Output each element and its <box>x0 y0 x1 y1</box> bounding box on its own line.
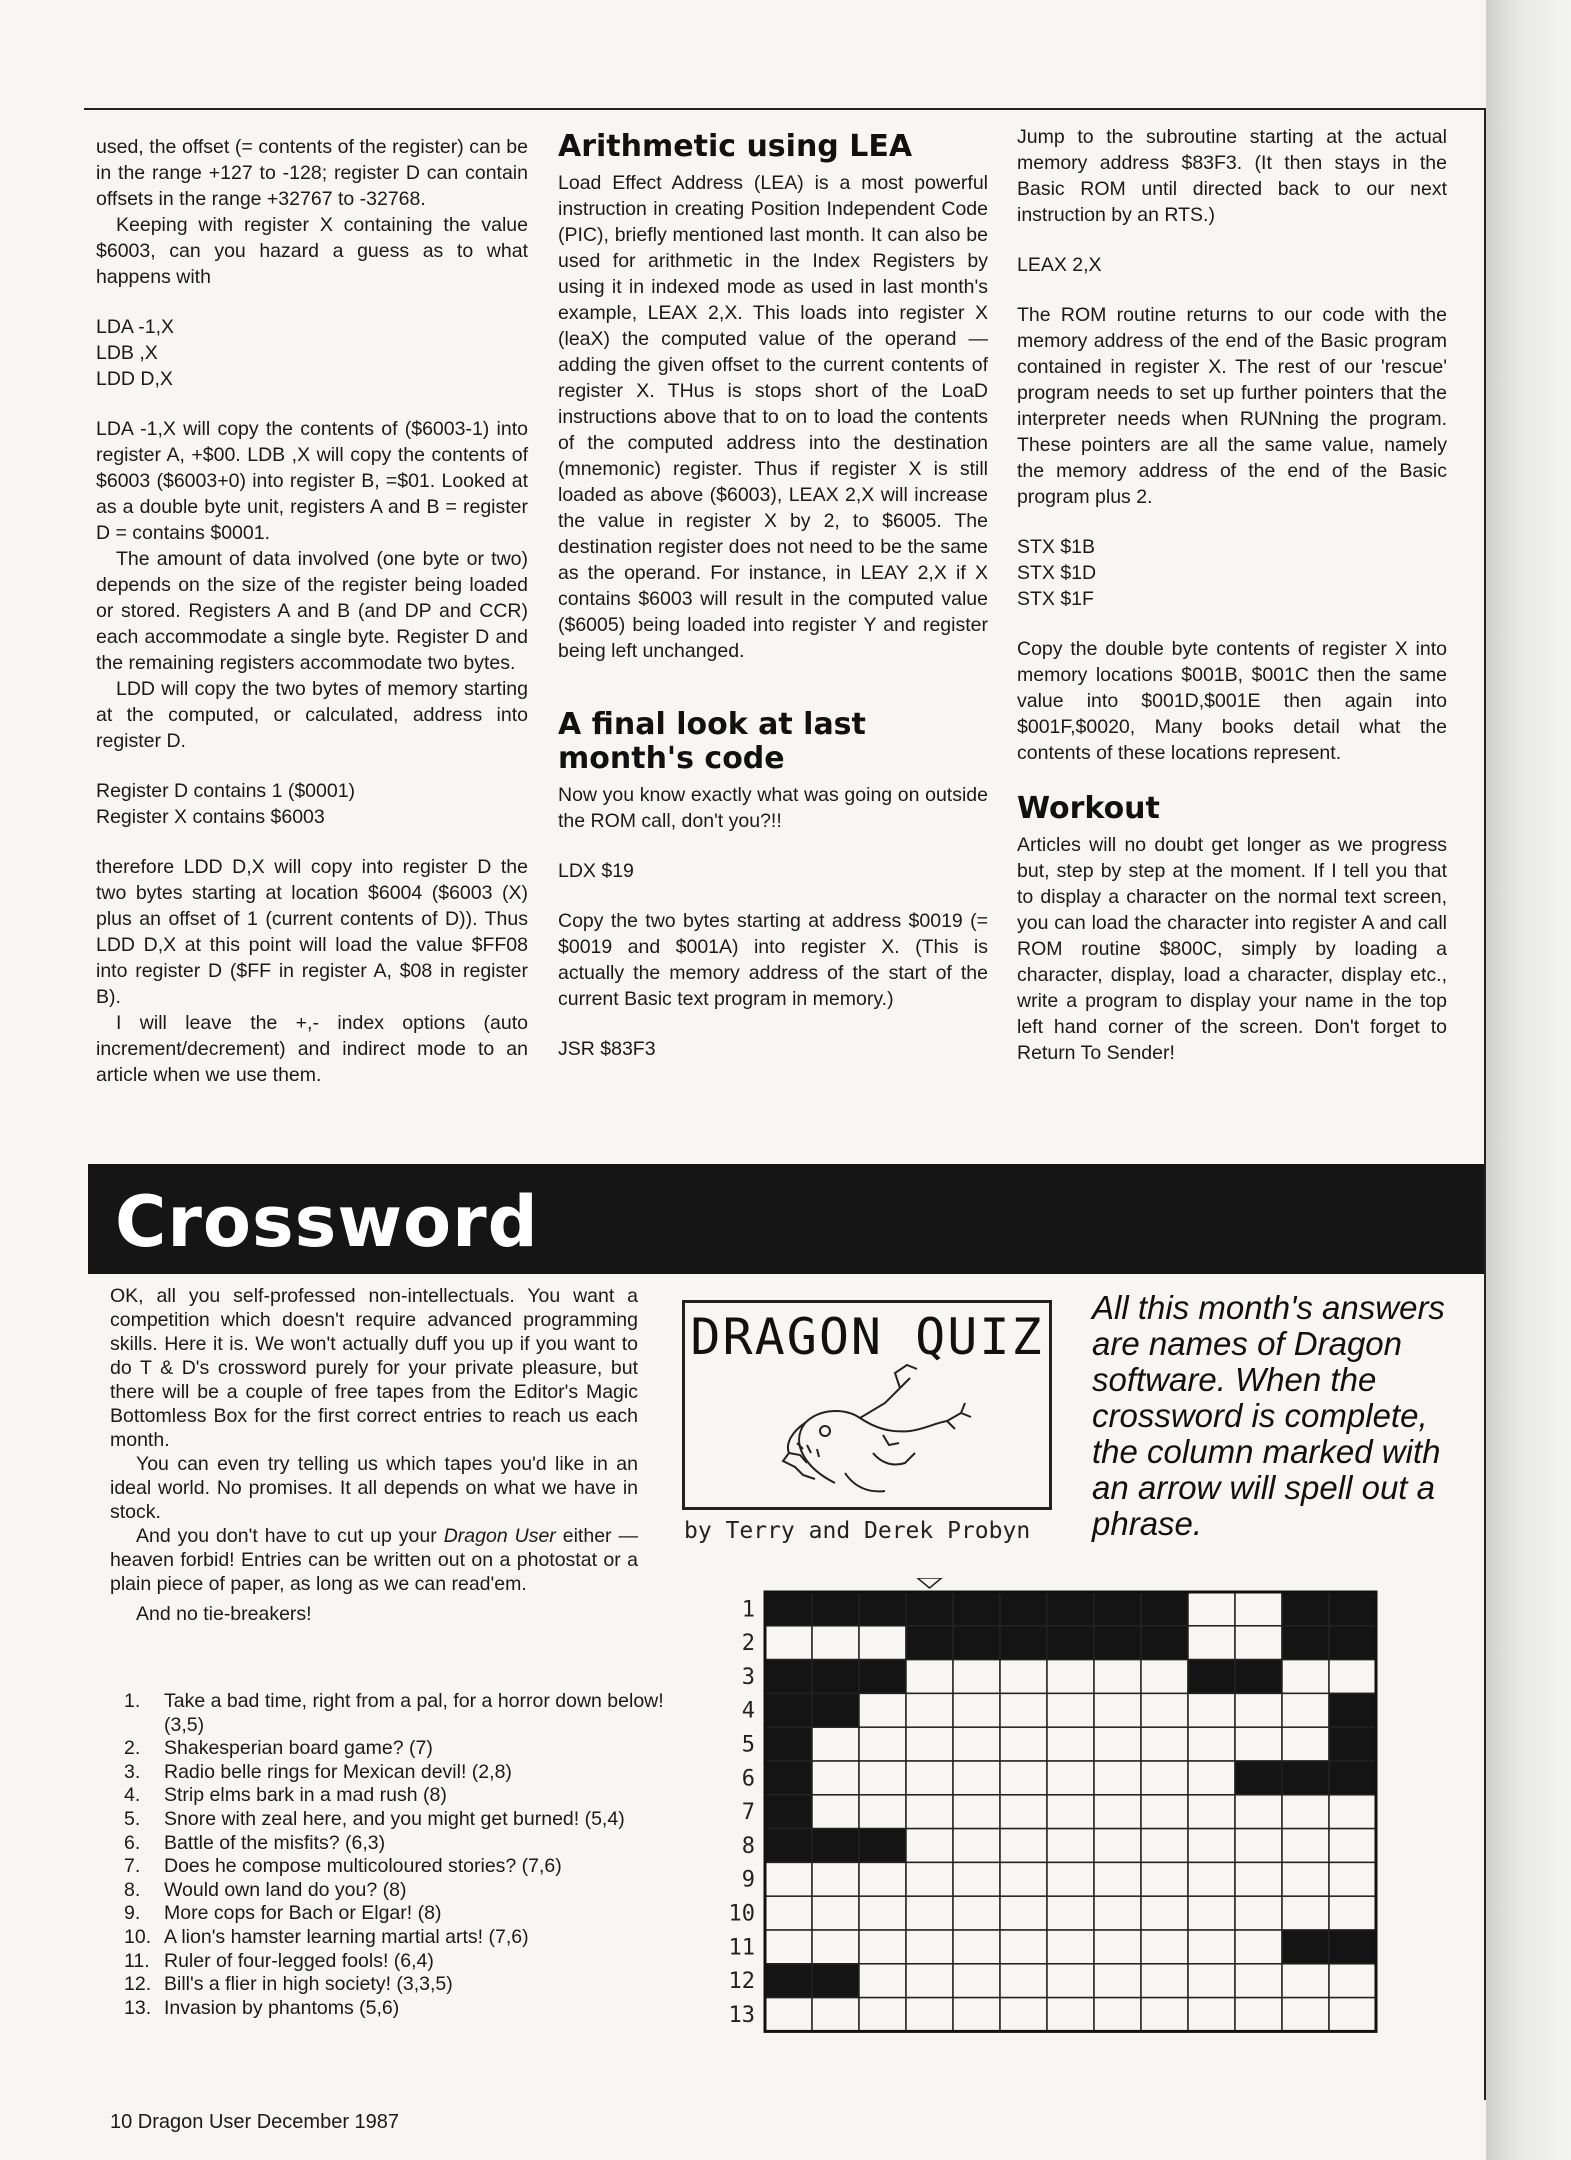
grid-cell-white[interactable] <box>1000 1896 1047 1930</box>
page-gutter-shadow <box>1486 0 1571 2160</box>
grid-cell-white[interactable] <box>1329 1998 1376 2032</box>
paragraph: And no tie-breakers! <box>136 1603 312 1625</box>
grid-cell-white[interactable] <box>1141 1998 1188 2032</box>
grid-cell-black <box>1000 1592 1047 1626</box>
grid-cell-black <box>859 1660 906 1694</box>
grid-cell-black <box>1282 1761 1329 1795</box>
clue-text: Shakesperian board game? (7) <box>164 1737 433 1760</box>
grid-row-label: 8 <box>741 1833 755 1859</box>
grid-cell-white[interactable] <box>1000 1930 1047 1964</box>
grid-cell-black <box>1329 1693 1376 1727</box>
grid-row-label: 7 <box>741 1800 755 1826</box>
grid-cell-white[interactable] <box>1329 1829 1376 1863</box>
grid-cell-white[interactable] <box>906 1964 953 1998</box>
grid-cell-white[interactable] <box>1188 1693 1235 1727</box>
grid-cell-black <box>1329 1592 1376 1626</box>
code-block: STX $1B STX $1D STX $1F <box>1017 536 1097 610</box>
grid-cell-white[interactable] <box>1047 1896 1094 1930</box>
clue-item <box>124 1761 664 1785</box>
grid-cell-white[interactable] <box>859 1998 906 2032</box>
grid-cell-white[interactable] <box>1188 1761 1235 1795</box>
grid-cell-white[interactable] <box>1141 1829 1188 1863</box>
grid-cell-black <box>765 1964 812 1998</box>
grid-cell-white[interactable] <box>1094 1862 1141 1896</box>
code-block: JSR $83F3 <box>558 1038 656 1060</box>
clue-text: Strip elms bark in a mad rush (8) <box>164 1784 447 1807</box>
grid-cell-black <box>1329 1761 1376 1795</box>
grid-cell-white[interactable] <box>1282 1693 1329 1727</box>
grid-cell-white[interactable] <box>1047 1727 1094 1761</box>
grid-cell-black <box>1235 1660 1282 1694</box>
grid-cell-black <box>953 1592 1000 1626</box>
grid-cell-white[interactable] <box>812 1896 859 1930</box>
grid-cell-white[interactable] <box>906 1795 953 1829</box>
grid-cell-white[interactable] <box>1282 1862 1329 1896</box>
page-footer: 10 Dragon User December 1987 <box>110 2111 400 2133</box>
grid-cell-white[interactable] <box>1282 1660 1329 1694</box>
grid-cell-black <box>1094 1626 1141 1660</box>
grid-cell-black <box>1047 1592 1094 1626</box>
clue-number: 13. <box>124 1996 152 2019</box>
grid-cell-black <box>1329 1727 1376 1761</box>
grid-cell-white[interactable] <box>1000 1693 1047 1727</box>
logo-title: DRAGON QUIZ <box>690 1308 1044 1366</box>
grid-cell-white[interactable] <box>906 1693 953 1727</box>
paragraph: Jump to the subroutine starting at the actual memory address $83F3. (It then stays in the Basic ROM until directed back to our next instruction by an RTS.) <box>1017 126 1447 226</box>
grid-row-label: 4 <box>741 1698 755 1724</box>
grid-cell-white[interactable] <box>1329 1660 1376 1694</box>
clue-number: 9. <box>124 1902 141 1925</box>
grid-cell-white[interactable] <box>1188 1592 1235 1626</box>
grid-row-label: 12 <box>728 1969 755 1995</box>
section-heading: Workout <box>1017 791 1160 826</box>
grid-cell-white[interactable] <box>1094 1930 1141 1964</box>
clue-item <box>124 1832 664 1856</box>
grid-cell-white[interactable] <box>765 1930 812 1964</box>
code-block: LDX $19 <box>558 860 634 882</box>
grid-cell-white[interactable] <box>812 1626 859 1660</box>
crossword-intro <box>110 1284 638 1626</box>
clue-text: Take a bad time, right from a pal, for a horror down below! (3,5) <box>164 1690 664 1736</box>
grid-cell-white[interactable] <box>1094 1829 1141 1863</box>
grid-cell-black <box>1329 1930 1376 1964</box>
grid-cell-white[interactable] <box>906 1829 953 1863</box>
grid-cell-white[interactable] <box>1141 1896 1188 1930</box>
clue-item <box>124 1926 664 1950</box>
grid-cell-white[interactable] <box>812 1930 859 1964</box>
column-arrow-icon <box>918 1578 942 1588</box>
paragraph: You can even try telling us which tapes you'd like in an ideal world. No promises. It all depends on what we have in stock. <box>110 1453 638 1523</box>
logo-box <box>682 1300 1052 1510</box>
clue-text: Does he compose multicoloured stories? (7,6) <box>164 1855 562 1878</box>
paragraph: Copy the double byte contents of register X into memory locations $001B, $001C then the same value into $001D,$001E then again into $001F,$0020, Many books detail what the contents of these locations represent. <box>1017 638 1447 764</box>
grid-cell-white[interactable] <box>1000 1829 1047 1863</box>
grid-cell-black <box>1235 1761 1282 1795</box>
grid-cell-white[interactable] <box>953 1727 1000 1761</box>
grid-cell-white[interactable] <box>906 1998 953 2032</box>
clue-number: 6. <box>124 1831 141 1854</box>
grid-cell-black <box>1282 1930 1329 1964</box>
clue-number: 7. <box>124 1855 141 1878</box>
grid-cell-white[interactable] <box>1094 1896 1141 1930</box>
grid-cell-white[interactable] <box>1000 1862 1047 1896</box>
clue-list <box>124 1690 664 2020</box>
grid-cell-white[interactable] <box>953 1795 1000 1829</box>
grid-cell-white[interactable] <box>906 1660 953 1694</box>
crossword-grid-svg <box>720 1578 1380 2068</box>
code-block: Register D contains 1 ($0001) Register X contains $6003 <box>96 780 356 828</box>
grid-cell-white[interactable] <box>953 1862 1000 1896</box>
paragraph: LDA -1,X will copy the contents of ($6003-1) into register A, +$00. LDB ,X will copy the contents of $6003 ($6003+0) into register B, =$01. Looked at as a double byte unit, registers A and B = register D = contains $0001. <box>96 418 528 544</box>
grid-cell-white[interactable] <box>1235 1896 1282 1930</box>
clue-number: 11. <box>124 1949 150 1972</box>
grid-cell-white[interactable] <box>953 1660 1000 1694</box>
grid-cell-white[interactable] <box>765 1862 812 1896</box>
grid-row-label: 9 <box>741 1867 755 1893</box>
grid-cell-white[interactable] <box>1000 1795 1047 1829</box>
grid-cell-white[interactable] <box>1329 1964 1376 1998</box>
article-column-1 <box>96 134 528 1088</box>
clue-item <box>124 1737 664 1761</box>
clue-number: 5. <box>124 1807 141 1830</box>
grid-cell-white[interactable] <box>1235 1964 1282 1998</box>
clue-item <box>124 1855 664 1879</box>
grid-cell-white[interactable] <box>906 1761 953 1795</box>
grid-cell-white[interactable] <box>812 1795 859 1829</box>
grid-cell-white[interactable] <box>859 1964 906 1998</box>
clue-text: Would own land do you? (8) <box>164 1878 407 1901</box>
grid-cell-white[interactable] <box>1141 1930 1188 1964</box>
grid-cell-black <box>765 1660 812 1694</box>
grid-cell-white[interactable] <box>812 1761 859 1795</box>
clue-number: 8. <box>124 1878 141 1901</box>
grid-cell-white[interactable] <box>953 1693 1000 1727</box>
grid-cell-white[interactable] <box>1188 1795 1235 1829</box>
clue-number: 4. <box>124 1784 141 1807</box>
grid-cell-white[interactable] <box>1235 1592 1282 1626</box>
grid-cell-white[interactable] <box>953 1761 1000 1795</box>
grid-cell-white[interactable] <box>1000 1727 1047 1761</box>
grid-cell-white[interactable] <box>1235 1998 1282 2032</box>
crossword-grid <box>720 1578 1380 2068</box>
grid-cell-white[interactable] <box>859 1795 906 1829</box>
grid-cell-white[interactable] <box>812 1727 859 1761</box>
grid-cell-white[interactable] <box>1047 1930 1094 1964</box>
grid-cell-white[interactable] <box>1282 1998 1329 2032</box>
grid-cell-black <box>812 1693 859 1727</box>
grid-cell-white[interactable] <box>1188 1930 1235 1964</box>
grid-cell-white[interactable] <box>906 1727 953 1761</box>
grid-cell-white[interactable] <box>1141 1964 1188 1998</box>
clue-item <box>124 1950 664 1974</box>
grid-cell-white[interactable] <box>1188 1829 1235 1863</box>
article-column-2 <box>558 130 988 1062</box>
grid-cell-white[interactable] <box>1047 1795 1094 1829</box>
clue-item <box>124 1808 664 1832</box>
grid-cell-white[interactable] <box>1282 1829 1329 1863</box>
grid-cell-white[interactable] <box>953 1998 1000 2032</box>
grid-cell-white[interactable] <box>1282 1896 1329 1930</box>
paragraph: Articles will no doubt get longer as we progress but, step by step at the moment. If I tell you that to display a character on the normal text screen, you can load the character into register A and call ROM routine $800C, simply by loading a character, display, load a character, display etc., write a program to display your name in the top left hand corner of the screen. Don't forget to Return To Sender! <box>1017 834 1447 1064</box>
paragraph: OK, all you self-professed non-intellectuals. You want a competition which doesn't require advanced programming skills. Here it is. We won't actually duff you up if you want to do T & D's crossword purely for your private pleasure, but there will be a couple of free tapes from the Editor's Magic Bottomless Box for the first correct entries to reach us each month. <box>110 1285 638 1451</box>
grid-cell-white[interactable] <box>1000 1660 1047 1694</box>
grid-cell-white[interactable] <box>1235 1727 1282 1761</box>
grid-cell-black <box>906 1626 953 1660</box>
clue-text: More cops for Bach or Elgar! (8) <box>164 1902 442 1925</box>
grid-cell-white[interactable] <box>1235 1930 1282 1964</box>
grid-cell-white[interactable] <box>1047 1829 1094 1863</box>
grid-cell-white[interactable] <box>1235 1862 1282 1896</box>
grid-cell-white[interactable] <box>1329 1862 1376 1896</box>
grid-cell-black <box>812 1592 859 1626</box>
crossword-blurb: All this month's answers are names of Dragon software. When the crossword is complete, the column marked with an arrow will spell out a phrase. <box>1092 1289 1445 1542</box>
grid-cell-black <box>765 1829 812 1863</box>
grid-cell-white[interactable] <box>1188 1727 1235 1761</box>
grid-cell-white[interactable] <box>1047 1660 1094 1694</box>
clue-text: Bill's a flier in high society! (3,3,5) <box>164 1973 453 1996</box>
grid-cell-black <box>765 1693 812 1727</box>
grid-cell-black <box>859 1829 906 1863</box>
dragon-quiz-logo <box>680 1300 1060 1545</box>
grid-cell-white[interactable] <box>1000 1761 1047 1795</box>
grid-cell-black <box>1282 1592 1329 1626</box>
grid-cell-black <box>953 1626 1000 1660</box>
code-block: LDA -1,X LDB ,X LDD D,X <box>96 316 175 390</box>
grid-cell-black <box>812 1660 859 1694</box>
grid-cell-white[interactable] <box>1141 1693 1188 1727</box>
grid-cell-white[interactable] <box>859 1862 906 1896</box>
paragraph: The amount of data involved (one byte or two) depends on the size of the register being loaded or stored. Registers A and B (and DP and CCR) each accommodate a single byte. Register D and the remaining registers accommodate two bytes. <box>96 548 528 674</box>
clue-item <box>124 1879 664 1903</box>
grid-cell-white[interactable] <box>859 1626 906 1660</box>
clue-text: A lion's hamster learning martial arts! (7,6) <box>164 1925 529 1948</box>
paragraph: I will leave the +,- index options (auto increment/decrement) and indirect mode to an article when we use them. <box>96 1012 528 1086</box>
grid-cell-black <box>1094 1592 1141 1626</box>
grid-row-label: 1 <box>741 1597 755 1623</box>
grid-cell-white[interactable] <box>1329 1795 1376 1829</box>
grid-cell-white[interactable] <box>1047 1862 1094 1896</box>
paragraph: Copy the two bytes starting at address $0019 (= $0019 and $001A) into register X. (This is actually the memory address of the start of the current Basic text program in memory.) <box>558 910 988 1010</box>
grid-cell-white[interactable] <box>906 1930 953 1964</box>
grid-cell-black <box>1282 1626 1329 1660</box>
dragon-illustration-icon <box>685 1303 1049 1503</box>
clue-text: Battle of the misfits? (6,3) <box>164 1831 386 1854</box>
grid-cell-white[interactable] <box>1094 1964 1141 1998</box>
paragraph: therefore LDD D,X will copy into register D the two bytes starting at location $6004 ($6003 (X) plus an offset of 1 (current contents of D)). Thus LDD D,X at this point will load the value $FF08 into register D ($FF in register A, $08 in register B). <box>96 856 528 1008</box>
grid-cell-white[interactable] <box>1047 1761 1094 1795</box>
grid-cell-white[interactable] <box>859 1693 906 1727</box>
grid-cell-white[interactable] <box>1282 1727 1329 1761</box>
clue-text: Invasion by phantoms (5,6) <box>164 1996 400 2019</box>
paragraph: Load Effect Address (LEA) is a most powerful instruction in creating Position Independent Code (PIC), briefly mentioned last month. It can also be used for arithmetic in the Index Registers by using it in indexed mode as used in last month's example, LEAX 2,X. This loads into register X (leaX) the computed value of the operand — adding the given offset to the current contents of register X. THus is stops short of the LoaD instructions above that to on to load the contents of the computed address into the destination (mnemonic) register. Thus if register X is still loaded as above ($6003), LEAX 2,X will increase the value in register X by 2, to $6005. The destination register does not need to be the same as the operand. For instance, in LEAY 2,X if X contains $6003 will result in the computed value ($6005) being loaded into register Y and register being left unchanged. <box>558 172 988 662</box>
grid-cell-black <box>765 1727 812 1761</box>
grid-cell-white[interactable] <box>1282 1964 1329 1998</box>
grid-cell-white[interactable] <box>1141 1795 1188 1829</box>
logo-credit: by Terry and Derek Probyn <box>684 1518 1031 1544</box>
grid-cell-black <box>859 1592 906 1626</box>
clue-number: 2. <box>124 1737 141 1760</box>
grid-cell-white[interactable] <box>906 1896 953 1930</box>
grid-row-label: 10 <box>728 1901 755 1927</box>
grid-cell-white[interactable] <box>1094 1727 1141 1761</box>
grid-cell-black <box>765 1592 812 1626</box>
grid-cell-white[interactable] <box>1094 1761 1141 1795</box>
grid-cell-white[interactable] <box>812 1998 859 2032</box>
grid-row-label: 13 <box>728 2002 755 2028</box>
grid-cell-white[interactable] <box>765 1998 812 2032</box>
paragraph: Now you know exactly what was going on outside the ROM call, don't you?!! <box>558 784 988 832</box>
grid-row-label: 11 <box>728 1935 755 1961</box>
grid-cell-black <box>1188 1660 1235 1694</box>
clue-item <box>124 1690 664 1737</box>
paragraph: And you don't have to cut up your Dragon User either — heaven forbid! Entries can be written out on a photostat or a plain piece of paper, as long as we can read'em. <box>110 1525 638 1595</box>
paragraph: used, the offset (= contents of the register) can be in the range +127 to -128; register D can contain offsets in the range +32767 to -32768. <box>96 136 528 210</box>
grid-cell-white[interactable] <box>859 1896 906 1930</box>
grid-cell-white[interactable] <box>812 1862 859 1896</box>
grid-cell-white[interactable] <box>1094 1795 1141 1829</box>
grid-cell-white[interactable] <box>765 1626 812 1660</box>
grid-cell-black <box>1047 1626 1094 1660</box>
grid-cell-white[interactable] <box>953 1896 1000 1930</box>
grid-cell-white[interactable] <box>1141 1862 1188 1896</box>
paragraph: The ROM routine returns to our code with the memory address of the end of the Basic program contained in register X. The rest of our 'rescue' program needs to set up further pointers that the interpreter needs when RUNning the program. These pointers are all the same value, namely the memory address of the end of the Basic program plus 2. <box>1017 304 1447 508</box>
grid-cell-white[interactable] <box>1235 1829 1282 1863</box>
clue-item <box>124 1973 664 1997</box>
grid-cell-white[interactable] <box>1188 1862 1235 1896</box>
grid-cell-white[interactable] <box>1000 1964 1047 1998</box>
grid-cell-white[interactable] <box>1000 1998 1047 2032</box>
article-column-3 <box>1017 124 1447 1066</box>
clue-text: Radio belle rings for Mexican devil! (2,8) <box>164 1760 512 1783</box>
clue-text: Snore with zeal here, and you might get burned! (5,4) <box>164 1807 625 1830</box>
grid-row-label: 2 <box>741 1631 755 1657</box>
grid-cell-white[interactable] <box>1188 1896 1235 1930</box>
grid-cell-white[interactable] <box>1235 1795 1282 1829</box>
grid-cell-black <box>812 1964 859 1998</box>
clue-item <box>124 1902 664 1926</box>
crossword-title: Crossword <box>115 1181 539 1263</box>
grid-cell-white[interactable] <box>1188 1964 1235 1998</box>
clue-number: 10. <box>124 1925 152 1948</box>
grid-row-label: 3 <box>741 1664 755 1690</box>
grid-cell-black <box>1000 1626 1047 1660</box>
grid-cell-white[interactable] <box>1329 1896 1376 1930</box>
paragraph: Keeping with register X containing the value $6003, can you hazard a guess as to what happens with <box>96 214 528 288</box>
grid-cell-white[interactable] <box>1141 1660 1188 1694</box>
grid-cell-white[interactable] <box>859 1727 906 1761</box>
clue-text: Ruler of four-legged fools! (6,4) <box>164 1949 434 1972</box>
clue-number: 3. <box>124 1760 141 1783</box>
section-heading: Arithmetic using LEA <box>558 129 913 164</box>
clue-number: 12. <box>124 1973 152 1996</box>
grid-cell-black <box>1329 1626 1376 1660</box>
grid-cell-white[interactable] <box>1188 1998 1235 2032</box>
grid-row-label: 5 <box>741 1732 755 1758</box>
grid-cell-white[interactable] <box>1235 1693 1282 1727</box>
grid-cell-white[interactable] <box>765 1896 812 1930</box>
grid-cell-white[interactable] <box>1047 1998 1094 2032</box>
grid-cell-white[interactable] <box>1141 1761 1188 1795</box>
grid-cell-black <box>1141 1626 1188 1660</box>
grid-cell-white[interactable] <box>1094 1660 1141 1694</box>
grid-cell-white[interactable] <box>1141 1727 1188 1761</box>
grid-cell-black <box>765 1761 812 1795</box>
grid-row-label: 6 <box>741 1766 755 1792</box>
code-block: LEAX 2,X <box>1017 254 1102 276</box>
section-heading: A final look at last month's code <box>558 707 866 776</box>
grid-cell-white[interactable] <box>1282 1795 1329 1829</box>
grid-cell-white[interactable] <box>1047 1693 1094 1727</box>
grid-cell-white[interactable] <box>953 1930 1000 1964</box>
grid-cell-black <box>906 1592 953 1626</box>
grid-cell-white[interactable] <box>906 1862 953 1896</box>
grid-cell-white[interactable] <box>859 1930 906 1964</box>
grid-cell-black <box>1141 1592 1188 1626</box>
grid-cell-white[interactable] <box>953 1829 1000 1863</box>
grid-cell-white[interactable] <box>1188 1626 1235 1660</box>
grid-cell-white[interactable] <box>1094 1693 1141 1727</box>
clue-item <box>124 1997 664 2021</box>
clue-item <box>124 1784 664 1808</box>
grid-cell-white[interactable] <box>953 1964 1000 1998</box>
grid-cell-black <box>765 1795 812 1829</box>
grid-cell-white[interactable] <box>1047 1964 1094 1998</box>
clue-number: 1. <box>124 1690 141 1712</box>
grid-cell-white[interactable] <box>1235 1626 1282 1660</box>
paragraph: LDD will copy the two bytes of memory starting at the computed, or calculated, address into register D. <box>96 678 528 752</box>
grid-cell-black <box>812 1829 859 1863</box>
grid-cell-white[interactable] <box>859 1761 906 1795</box>
grid-cell-white[interactable] <box>1094 1998 1141 2032</box>
